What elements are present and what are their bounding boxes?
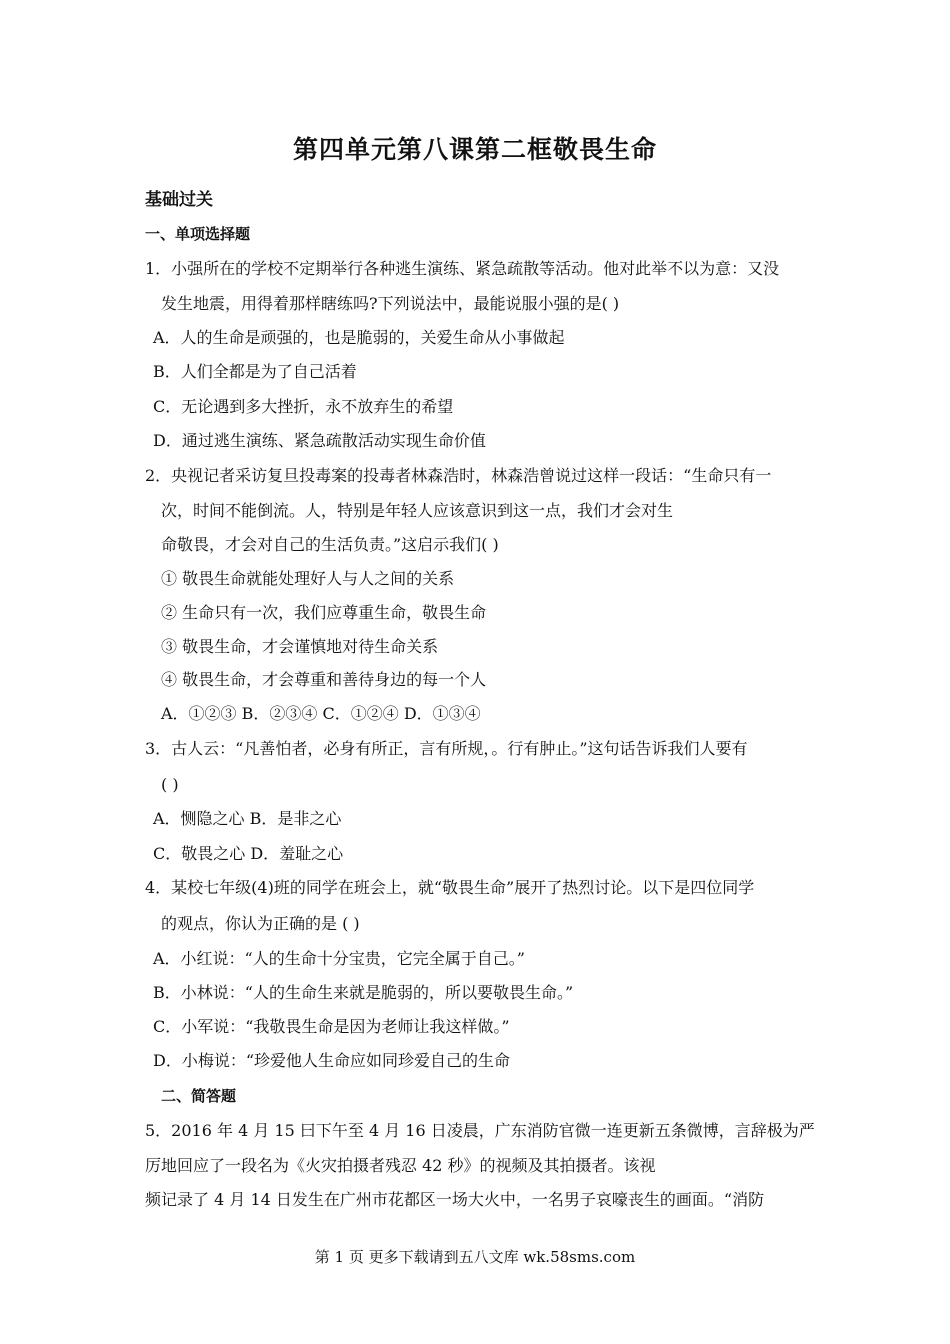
question-1-option-b: B．人们全都是为了自己活着 bbox=[153, 362, 357, 381]
question-5-line-1: 5．2016 年 4 月 15 曰下午至 4 月 16 日凌晨，广东消防官微一连更新五条微博，言辞极为严 bbox=[145, 1121, 815, 1140]
question-4-option-d: D．小梅说：“珍爱他人生命应如同珍爱自己的生命 bbox=[153, 1051, 511, 1070]
question-3-line-2: ( ) bbox=[161, 775, 179, 794]
question-4-option-c: C．小军说：“我敬畏生命是因为老师让我这样做。” bbox=[153, 1017, 510, 1036]
question-2-options: A．①②③ B．②③④ C．①②④ D．①③④ bbox=[161, 704, 481, 723]
question-2-statement-2: ② 生命只有一次，我们应尊重生命，敬畏生命 bbox=[161, 603, 487, 622]
question-5-line-3: 频记录了 4 月 14 日发生在广州市花都区一场大火中，一名男子哀嚎丧生的画面。“消防 bbox=[145, 1190, 765, 1209]
section-heading-basic: 基础过关 bbox=[145, 190, 213, 210]
question-2-statement-3: ③ 敬畏生命，才会谨慎地对待生命关系 bbox=[161, 637, 439, 656]
question-2-line-3: 命敬畏，才会对自己的生活负责。”这启示我们( ) bbox=[161, 535, 499, 554]
question-2-line-1: 2．央视记者采访复旦投毒案的投毒者林森浩时，林森浩曾说过这样一段话：“生命只有一 bbox=[145, 466, 772, 485]
question-1-option-c: C．无论遇到多大挫折，永不放弃生的希望 bbox=[153, 397, 454, 416]
page-footer: 第 1 页 更多下载请到五八文库 wk.58sms.com bbox=[314, 1248, 636, 1266]
question-1-option-a: A．人的生命是顽强的，也是脆弱的，关爱生命从小事做起 bbox=[153, 328, 565, 347]
question-4-line-2: 的观点，你认为正确的是 ( ) bbox=[161, 914, 360, 933]
section-heading-single-choice: 一、单项选择题 bbox=[145, 225, 251, 243]
question-4-line-1: 4．某校七年级(4)班的同学在班会上，就“敬畏生命”展开了热烈讨论。以下是四位同学 bbox=[145, 878, 755, 897]
question-1-option-d: D．通过逃生演练、紧急疏散活动实现生命价值 bbox=[153, 431, 486, 450]
section-heading-short-answer: 二、简答题 bbox=[161, 1087, 237, 1105]
question-5-line-2: 厉地回应了一段名为《火灾拍摄者残忍 42 秒》的视频及其拍摄者。该视 bbox=[145, 1156, 656, 1175]
question-4-option-b: B．小林说：“人的生命生来就是脆弱的，所以要敬畏生命。” bbox=[153, 983, 574, 1002]
question-2-statement-1: ① 敬畏生命就能处理好人与人之间的关系 bbox=[161, 569, 455, 588]
question-4-option-a: A．小红说：“人的生命十分宝贵，它完全属于自己。” bbox=[153, 949, 525, 968]
question-3-options-ab: A．恻隐之心 B．是非之心 bbox=[153, 809, 342, 828]
question-2-line-2: 次，时间不能倒流。人，特别是年轻人应该意识到这一点，我们才会对生 bbox=[161, 501, 674, 520]
question-1-line-1: 1．小强所在的学校不定期举行各种逃生演练、紧急疏散等活动。他对此举不以为意：又没 bbox=[145, 259, 780, 278]
question-3-line-1: 3．古人云：“凡善怕者，必身有所正，言有所规，。行有肿止。”这句话告诉我们人要有 bbox=[145, 739, 748, 758]
question-3-options-cd: C．敬畏之心 D．羞耻之心 bbox=[153, 844, 344, 863]
question-1-line-2: 发生地震，用得着那样瞎练吗?下列说法中，最能说服小强的是( ) bbox=[161, 294, 620, 313]
page-title: 第四单元第八课第二框敬畏生命 bbox=[292, 135, 657, 164]
question-2-statement-4: ④ 敬畏生命，才会尊重和善待身边的每一个人 bbox=[161, 670, 487, 689]
